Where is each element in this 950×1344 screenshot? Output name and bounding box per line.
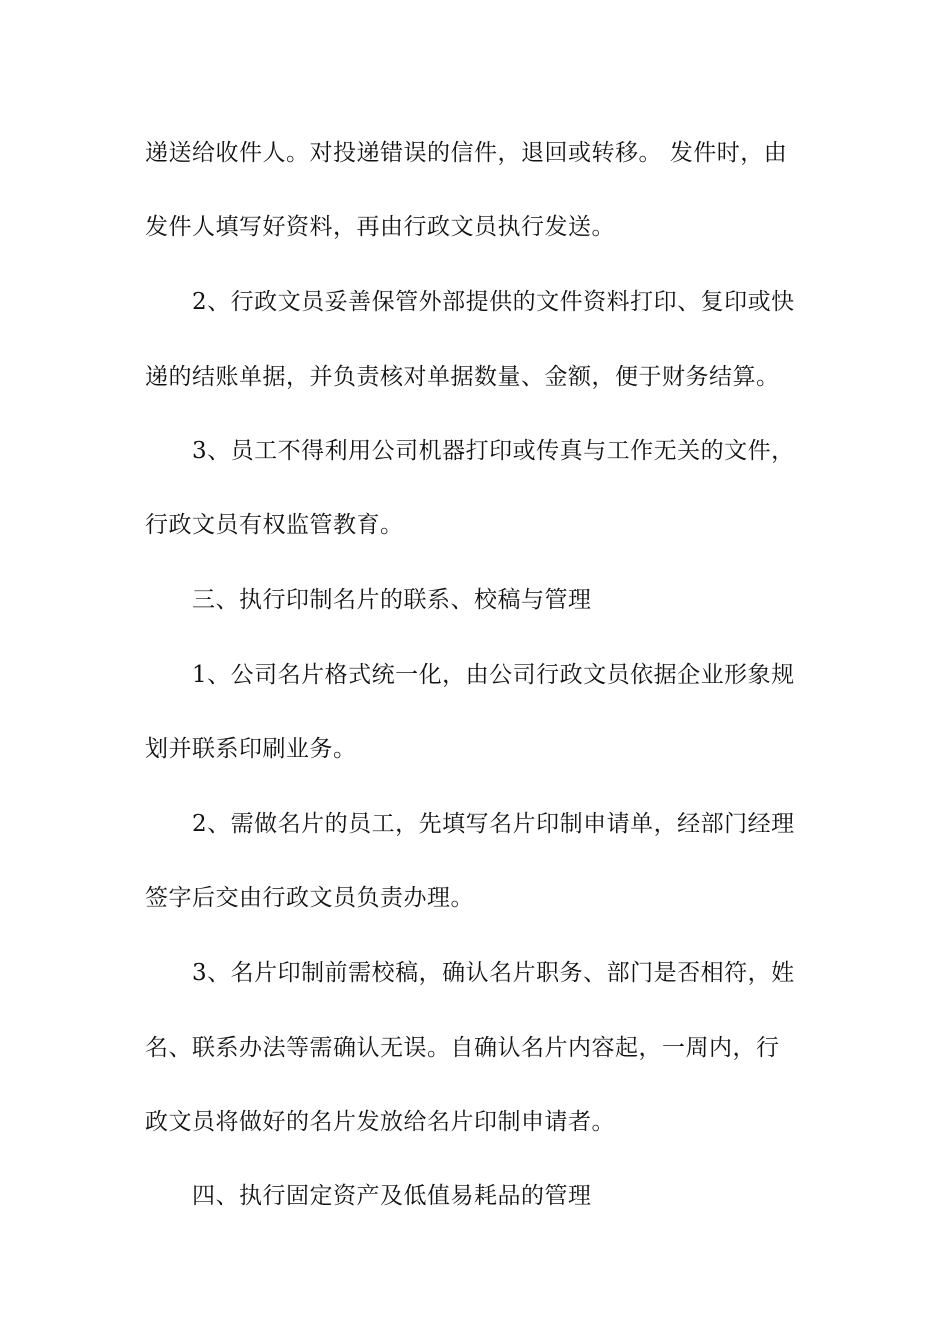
text-line-13: 名、联系办法等需确认无误。自确认名片内容起，一周内，行 <box>145 1035 780 1061</box>
text-line-1: 递送给收件人。对投递错误的信件，退回或转移。 发件时，由 <box>145 140 788 166</box>
section-heading-3: 三、执行印制名片的联系、校稿与管理 <box>192 587 592 613</box>
text-line-12: 3、名片印制前需校稿，确认名片职务、部门是否相符，姓 <box>192 960 795 986</box>
text-line-6: 行政文员有权监管教育。 <box>145 512 404 538</box>
text-line-14: 政文员将做好的名片发放给名片印制申请者。 <box>145 1109 615 1135</box>
text-line-4: 递的结账单据，并负责核对单据数量、金额，便于财务结算。 <box>145 364 780 390</box>
text-line-3: 2、行政文员妥善保管外部提供的文件资料打印、复印或快 <box>192 289 795 315</box>
text-line-10: 2、需做名片的员工，先填写名片印制申请单，经部门经理 <box>192 811 795 837</box>
text-line-8: 1、公司名片格式统一化，由公司行政文员依据企业形象规 <box>192 662 795 688</box>
text-line-2: 发件人填写好资料，再由行政文员执行发送。 <box>145 214 615 240</box>
section-heading-4: 四、执行固定资产及低值易耗品的管理 <box>192 1183 592 1209</box>
text-line-5: 3、员工不得利用公司机器打印或传真与工作无关的文件， <box>192 438 795 464</box>
text-line-9: 划并联系印刷业务。 <box>145 736 357 762</box>
text-line-11: 签字后交由行政文员负责办理。 <box>145 885 474 911</box>
